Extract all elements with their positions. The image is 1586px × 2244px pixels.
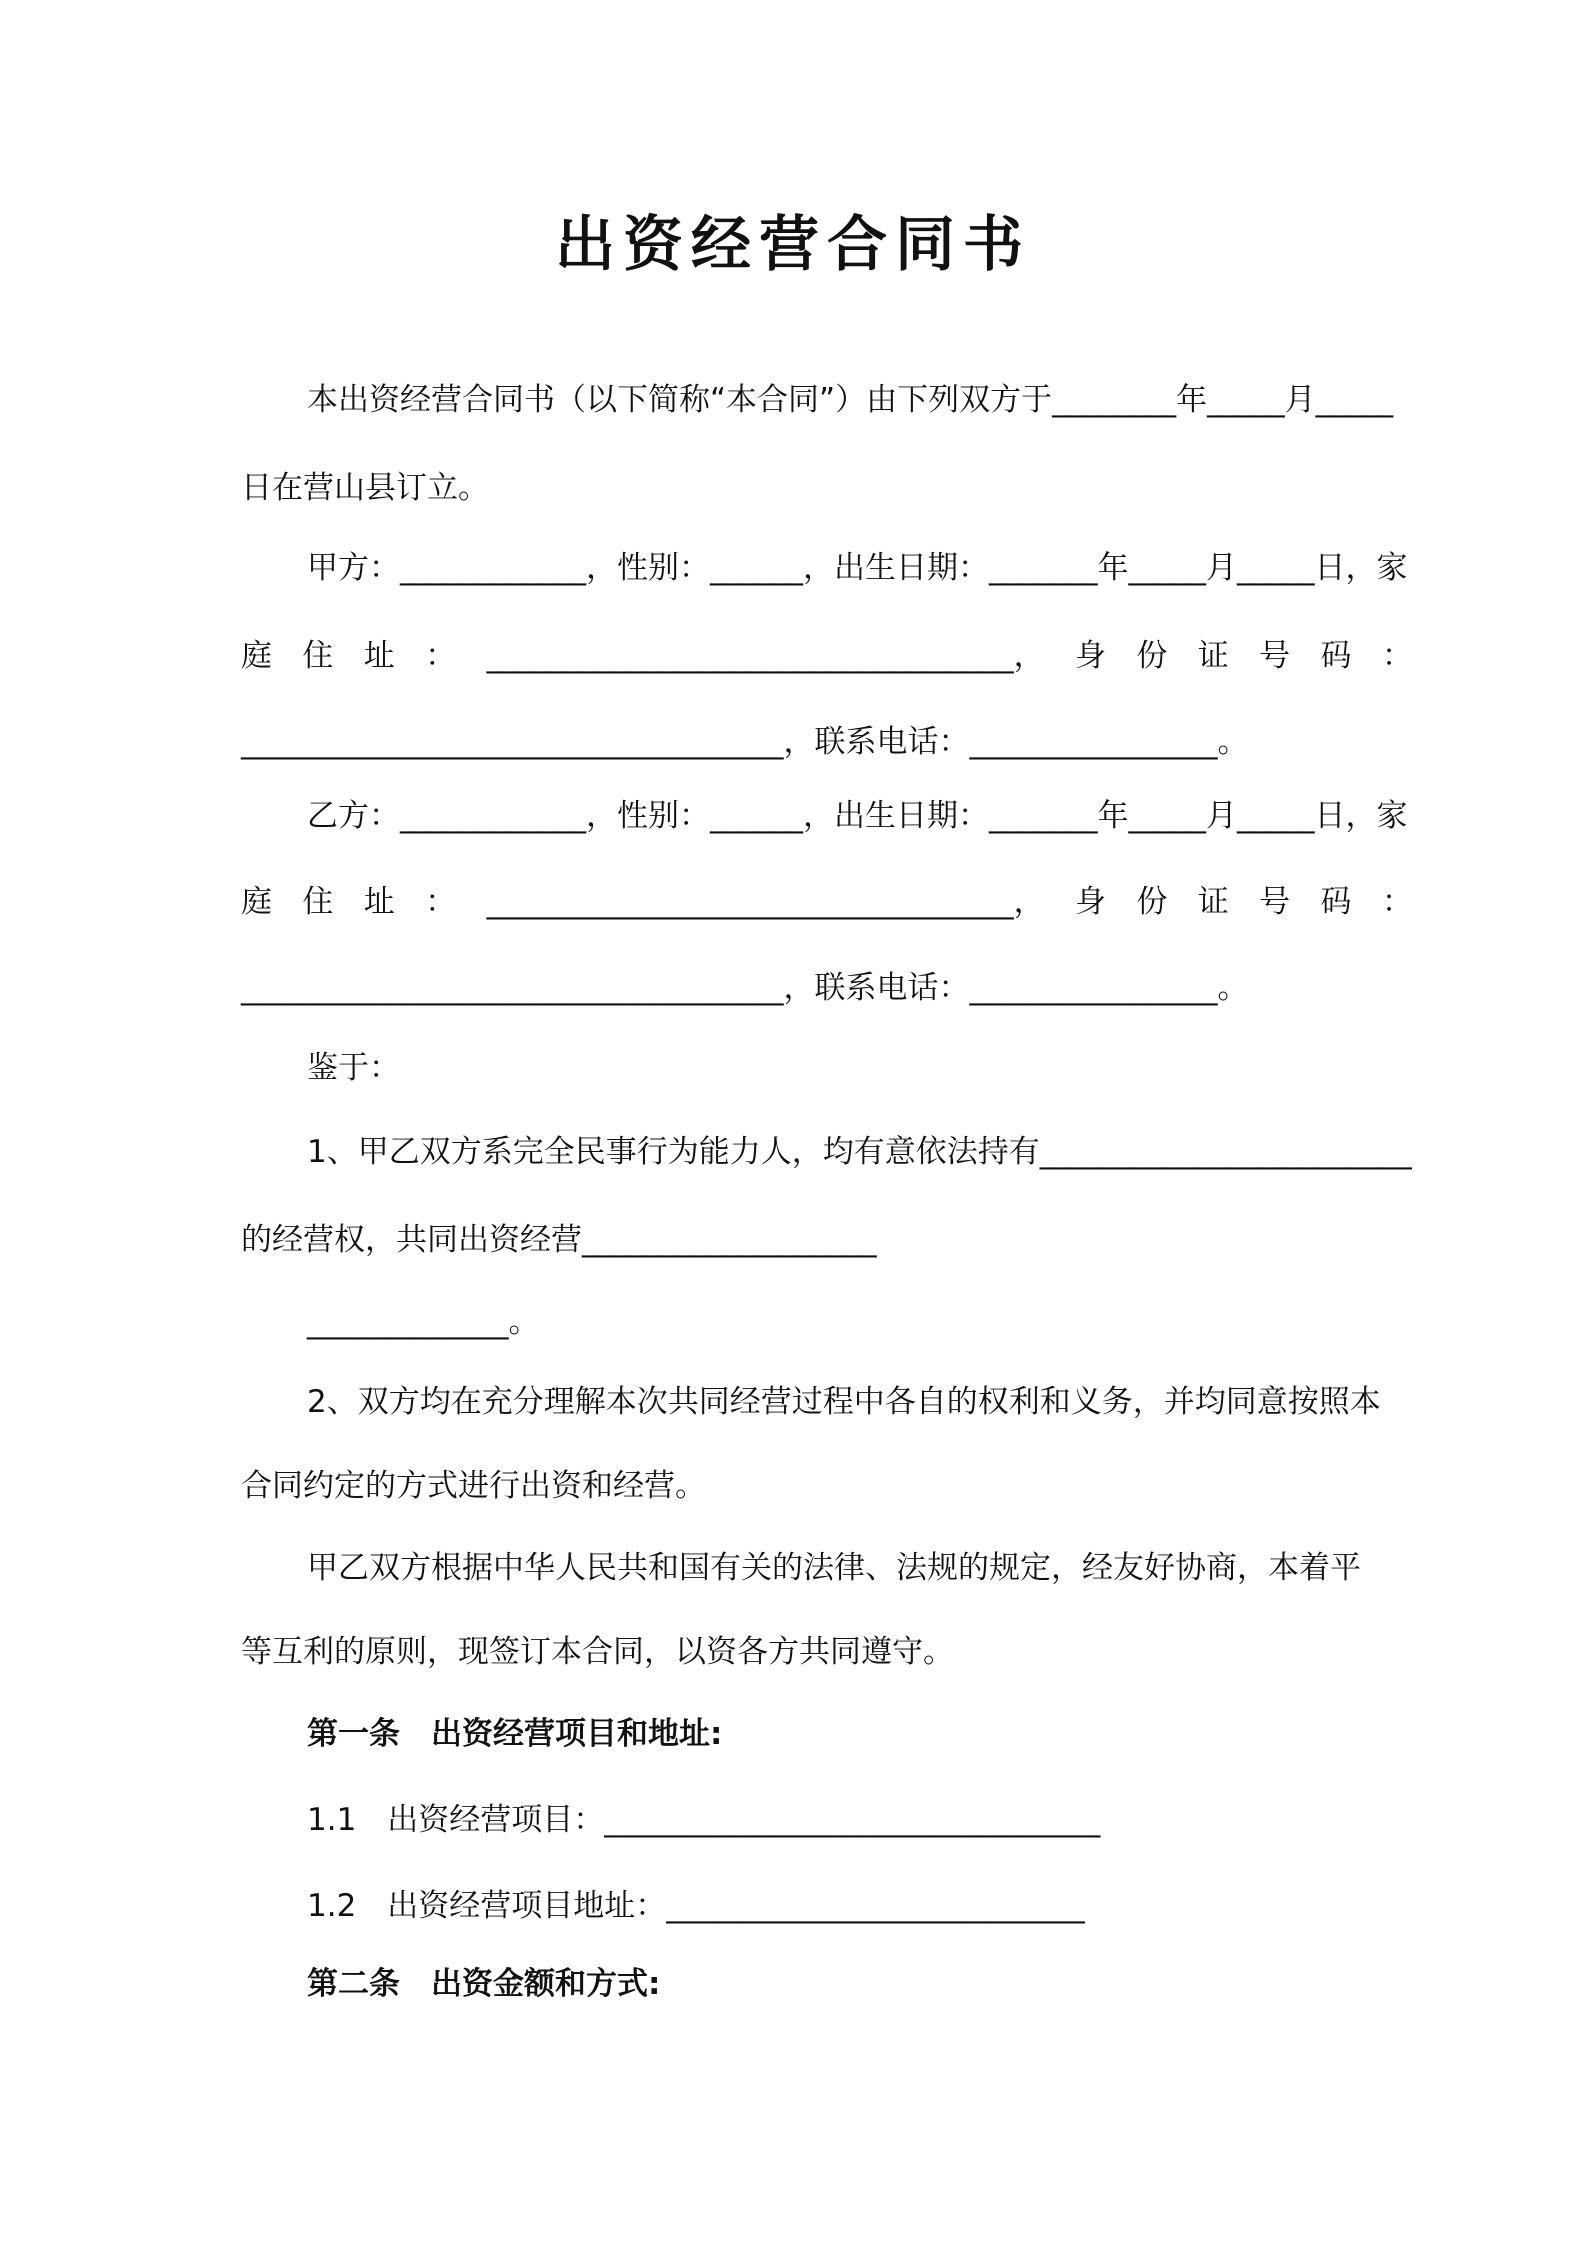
whereas-heading: 鉴于：: [307, 1050, 400, 1086]
id-char: 证: [1197, 884, 1229, 920]
address-char: ：: [425, 884, 457, 920]
intro-line-2: 日在营山县订立。: [241, 470, 489, 506]
id-char: 号: [1259, 638, 1291, 674]
address-char: 庭: [241, 884, 272, 920]
party-b-address-line: [241, 880, 1413, 924]
party-a-address-line: [241, 634, 1413, 678]
id-char: ：: [1381, 638, 1413, 674]
clause-1-line-1: 1、甲乙双方系完全民事行为能力人，均有意依法持有________________________: [307, 1134, 1412, 1170]
clause-1-line-2: 的经营权，共同出资经营___________________: [241, 1222, 877, 1258]
address-char: 址: [363, 638, 395, 674]
clause-1-line-3: _____________。: [307, 1304, 540, 1340]
party-b-line-1: 乙方：____________，性别：______，出生日期：_______年_____月_____日，家: [307, 798, 1408, 834]
party-a-line-3: ___________________________________，联系电话：________________。: [241, 724, 1249, 760]
article-2-heading: 第二条 出资金额和方式:: [307, 1966, 661, 2002]
address-char: 址: [363, 884, 395, 920]
address-char: 住: [302, 884, 334, 920]
article-1-heading: 第一条 出资经营项目和地址:: [307, 1716, 723, 1752]
document-title: 出资经营合同书: [555, 210, 1031, 280]
address-char: 住: [302, 638, 334, 674]
id-char: 码: [1320, 884, 1352, 920]
id-char: 身: [1074, 638, 1106, 674]
address-blank: __________________________________，: [486, 638, 1045, 674]
id-char: 号: [1259, 884, 1291, 920]
id-char: 份: [1136, 884, 1168, 920]
clause-2-line-2: 合同约定的方式进行出资和经营。: [241, 1468, 706, 1504]
party-a-line-1: 甲方：____________，性别：______，出生日期：_______年_____月_____日，家: [307, 550, 1408, 586]
id-char: 身: [1074, 884, 1106, 920]
agreement-line-2: 等互利的原则，现签订本合同，以资各方共同遵守。: [241, 1634, 954, 1670]
id-char: 证: [1197, 638, 1229, 674]
id-char: ：: [1381, 884, 1413, 920]
item-1-2: 1.2 出资经营项目地址：___________________________: [307, 1888, 1085, 1924]
id-char: 份: [1136, 638, 1168, 674]
clause-2-line-1: 2、双方均在充分理解本次共同经营过程中各自的权利和义务，并均同意按照本: [307, 1384, 1381, 1420]
address-char: ：: [425, 638, 457, 674]
intro-line-1: 本出资经营合同书（以下简称“本合同”）由下列双方于________年_____月_____: [307, 382, 1394, 418]
address-char: 庭: [241, 638, 272, 674]
id-char: 码: [1320, 638, 1352, 674]
agreement-line-1: 甲乙双方根据中华人民共和国有关的法律、法规的规定，经友好协商，本着平: [307, 1550, 1361, 1586]
address-blank: __________________________________，: [486, 884, 1045, 920]
item-1-1: 1.1 出资经营项目：________________________________: [307, 1802, 1101, 1838]
party-b-line-3: ___________________________________，联系电话：________________。: [241, 970, 1249, 1006]
